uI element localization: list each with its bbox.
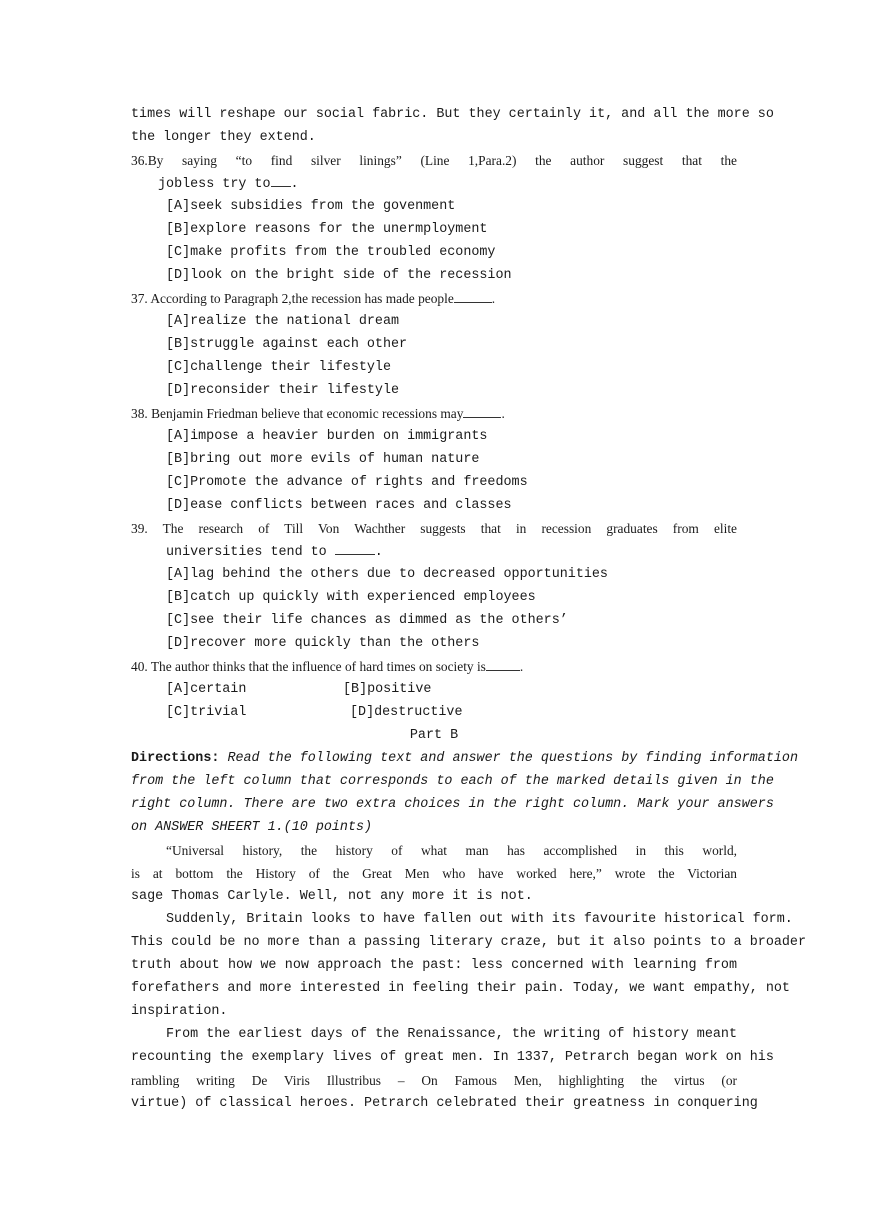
option-b: [B]bring out more evils of human nature [166,452,480,467]
directions [131,747,798,839]
directions-line: right column. There are two extra choices in the right column. Mark your answers [131,797,774,812]
passage-line: is at bottom the History of the Great Men who have worked here,” wrote the Victorian [131,866,737,881]
directions-text: Read the following text and answer the questions by finding information [219,751,798,766]
option-a: [A]realize the national dream [166,314,400,329]
passage-line: forefathers and more interested in feeling their pain. Today, we want empathy, not [131,981,790,996]
question-39 [131,517,737,655]
answer-blank [271,172,291,187]
option-b: [B]catch up quickly with experienced employees [166,590,536,605]
option-d: [D]ease conflicts between races and classes [166,498,512,513]
answer-blank [463,403,501,418]
passage-line: truth about how we now approach the past: less concerned with learning from [131,958,737,973]
option-a: [A]lag behind the others due to decreased opportunities [166,567,608,582]
option-c: [C]Promote the advance of rights and freedoms [166,475,528,490]
passage-line: This could be no more than a passing literary craze, but it also points to a broader [131,935,806,950]
passage-paragraph-1 [131,839,737,908]
passage-line: sage Thomas Carlyle. Well, not any more it is not. [131,889,533,904]
section-heading: Part B [409,728,459,743]
stem-text: jobless try to [158,177,271,192]
directions-line [131,747,798,770]
option-a: [A]seek subsidies from the govenment [166,199,456,214]
passage-line: recounting the exemplary lives of great men. In 1337, Petrarch began work on his [131,1050,774,1065]
option-a: [A]impose a heavier burden on immigrants [166,429,488,444]
stem-end: . [501,406,505,421]
passage-paragraph-2 [131,908,806,1023]
stem-text: 38. Benjamin Friedman believe that economic recessions may [131,406,464,421]
question-stem: 39. The research of Till Von Wachther suggests that in recession graduates from elite [131,521,737,536]
stem-text: 40. The author thinks that the influence of hard times on society is [131,659,486,674]
stem-end: . [519,659,524,674]
question-stem [131,655,737,678]
question-stem: 36.By saying “to find silver linings” (Line 1,Para.2) the author suggest that the [131,153,737,168]
option-a: [A]certain [166,682,247,697]
answer-blank [335,540,375,555]
question-37 [131,287,737,402]
stem-end: . [290,177,299,192]
option-d: [D]recover more quickly than the others [166,636,480,651]
passage-line: rambling writing De Viris Illustribus – On Famous Men, highlighting the virtus (or [131,1073,737,1088]
passage-line: virtue) of classical heroes. Petrarch celebrated their greatness in conquering [131,1096,758,1111]
option-d: [D]look on the bright side of the recession [166,268,512,283]
directions-line: on ANSWER SHEERT 1.(10 points) [131,820,373,835]
question-stem-continued [131,540,737,563]
option-c: [C]trivial [166,705,247,720]
passage-line: “Universal history, the history of what man has accomplished in this world, [166,843,737,858]
question-stem [131,402,737,425]
passage-line: times will reshape our social fabric. But they certainly it, and all the more so [131,107,774,122]
stem-end: . [491,291,496,306]
question-36 [131,149,737,287]
answer-blank [454,288,492,303]
stem-text: 37. According to Paragraph 2,the recession has made people [131,291,454,306]
directions-label: Directions: [131,751,220,766]
passage-line: inspiration. [131,1004,228,1019]
stem-end: . [374,545,383,560]
question-40 [131,655,737,724]
option-d: [D]destructive [350,705,463,720]
option-c: [C]see their life chances as dimmed as the others’ [166,613,568,628]
directions-line: from the left column that corresponds to each of the marked details given in the [131,774,774,789]
exam-page [131,103,806,1115]
passage-line: Suddenly, Britain looks to have fallen out with its favourite historical form. [166,912,793,927]
passage-paragraph-3 [131,1023,774,1115]
option-d: [D]reconsider their lifestyle [166,383,400,398]
option-c: [C]make profits from the troubled economy [166,245,496,260]
stem-text: universities tend to [166,545,335,560]
answer-blank [486,656,520,671]
passage-line: From the earliest days of the Renaissance, the writing of history meant [166,1027,737,1042]
passage-line: the longer they extend. [131,130,316,145]
question-38 [131,402,737,517]
option-c: [C]challenge their lifestyle [166,360,391,375]
option-row-ab [131,678,737,701]
option-b: [B]positive [343,682,432,697]
question-stem [131,287,737,310]
option-row-cd [131,701,737,724]
question-stem-continued [131,172,737,195]
option-b: [B]explore reasons for the unermployment [166,222,488,237]
option-b: [B]struggle against each other [166,337,408,352]
